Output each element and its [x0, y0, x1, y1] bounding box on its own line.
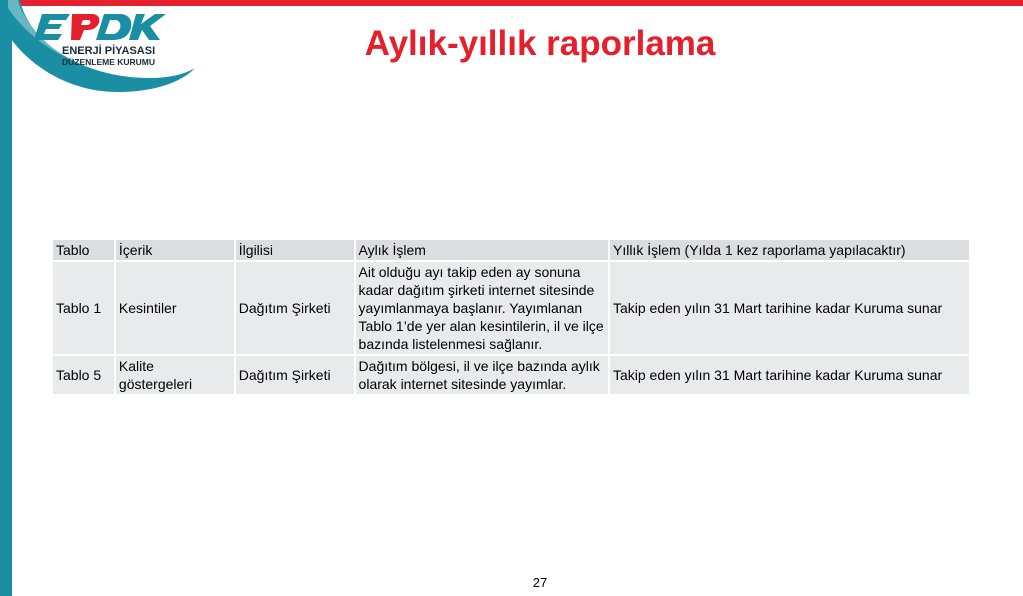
page-title: Aylık-yıllık raporlama	[364, 24, 716, 63]
table-header-row	[52, 239, 970, 261]
table-row	[52, 261, 970, 355]
epdk-logo	[0, 0, 200, 100]
table-cell: Kalite göstergeleri	[115, 355, 235, 395]
logo-line1: ENERJİ PİYASASI	[62, 45, 156, 57]
table-cell: Dağıtım bölgesi, il ve ilçe bazında aylık olarak internet sitesinde yayımlar.	[355, 355, 609, 395]
table-cell: Tablo 5	[52, 355, 115, 395]
table-cell: Kesintiler	[115, 261, 235, 355]
header-tablo: Tablo	[52, 239, 115, 261]
table-cell: Ait olduğu ayı takip eden ay sonuna kadar dağıtım şirketi internet sitesinde yayımlanmaya başlanır. Yayımlanan Tablo 1’de yer alan kesintilerin, il ve ilçe bazında listelenmesi sağlanır.	[355, 261, 609, 355]
logo-line2: DÜZENLEME KURUMU	[62, 57, 156, 67]
table-row	[52, 355, 970, 395]
header-aylik-islem: Aylık İşlem	[355, 239, 609, 261]
header-ilgilisi: İlgilisi	[235, 239, 355, 261]
table-cell: Takip eden yılın 31 Mart tarihine kadar Kuruma sunar	[609, 355, 970, 395]
report-table	[51, 238, 971, 396]
table-cell: Takip eden yılın 31 Mart tarihine kadar Kuruma sunar	[609, 261, 970, 355]
table-cell: Dağıtım Şirketi	[235, 355, 355, 395]
table-cell: Tablo 1	[52, 261, 115, 355]
page-number: 27	[532, 575, 548, 590]
header-yillik-islem: Yıllık İşlem (Yılda 1 kez raporlama yapılacaktır)	[609, 239, 970, 261]
table-cell: Dağıtım Şirketi	[235, 261, 355, 355]
header-icerik: İçerik	[115, 239, 235, 261]
